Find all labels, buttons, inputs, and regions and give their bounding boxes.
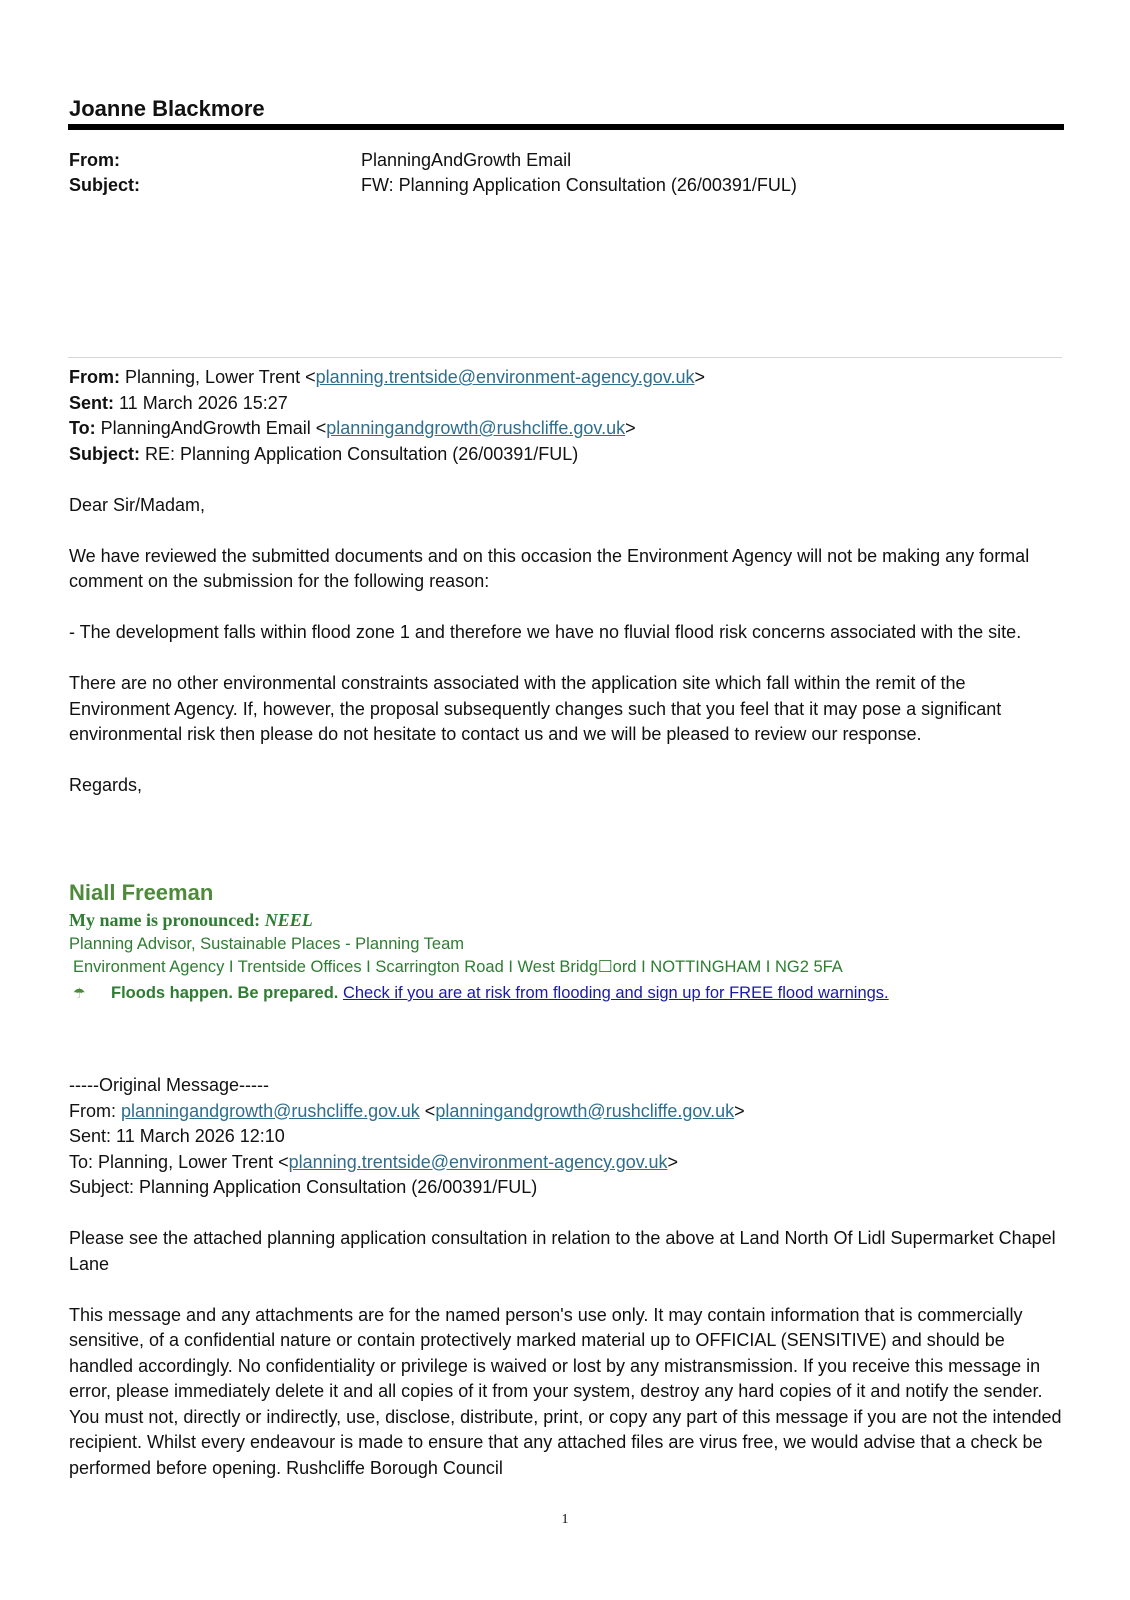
- original-divider: -----Original Message-----: [69, 1075, 270, 1095]
- signature-flood-line: [73, 984, 889, 1003]
- closing: Regards,: [69, 775, 143, 795]
- reply-headers: [69, 365, 1067, 799]
- header-from-value: PlanningAndGrowth Email: [361, 150, 572, 170]
- signature-address: Environment Agency I Trentside Offices I Scarrington Road I West Bridg☐ord I NOTTINGHAM I NG2 5FA: [73, 958, 843, 976]
- original-from-label: From:: [69, 1100, 121, 1121]
- original-to-email-link[interactable]: planning.trentside@environment-agency.gov.uk: [288, 1151, 668, 1172]
- original-to-label: To: Planning, Lower Trent <: [69, 1151, 289, 1172]
- body-paragraph-3: There are no other environmental constraints associated with the application site which fall within the remit of the Environment Agency. If, however, the proposal subsequently changes such that you feel that it may pose a significant environmental risk then please do not hesitate to contact us and we will be pleased to review our response.: [69, 673, 1002, 744]
- signature-pronounced-value: NEEL: [264, 910, 313, 930]
- signature-pronunciation: [69, 910, 313, 931]
- header-subject-label: Subject:: [69, 175, 141, 195]
- original-from-email-link-2[interactable]: planningandgrowth@rushcliffe.gov.uk: [435, 1100, 735, 1121]
- signature-name: Niall Freeman: [69, 880, 214, 905]
- reply-to-name: PlanningAndGrowth Email <: [95, 418, 327, 438]
- signature-pronounced-label: My name is pronounced:: [69, 910, 265, 930]
- original-disclaimer: This message and any attachments are for the named person's use only. It may contain information that is commercially sensitive, of a confidential nature or contain protectively marked material up to OFFICIAL (SENSITIVE) and should be handled accordingly. No confidentiality or privilege is waived or lost by any mistransmission. If you receive this message in error, please immediately delete it and all copies of it from your system, destroy any hard copies of it and notify the sender. You must not, directly or indirectly, use, disclose, distribute, print, or copy any part of this message if you are not the intended recipient. Whilst every endeavour is made to ensure that any attached files are virus free, we would advise that a check be performed before opening. Rushcliffe Borough Council: [69, 1304, 1062, 1478]
- original-to-line: [69, 1150, 1067, 1176]
- reply-to-close: >: [625, 418, 636, 438]
- original-message: [69, 1073, 1067, 1481]
- reply-from-line: [69, 365, 1067, 391]
- reply-to-label: To:: [69, 418, 96, 438]
- reply-from-name: Planning, Lower Trent <: [120, 367, 316, 387]
- page-number: 1: [561, 1512, 569, 1527]
- reply-sent-label: Sent:: [69, 392, 114, 413]
- umbrella-icon: ☂: [73, 985, 86, 1002]
- reply-subject-label: Subject:: [69, 443, 141, 464]
- original-from-line: [69, 1099, 1067, 1125]
- reply-subject-value: RE: Planning Application Consultation (26/00391/FUL): [140, 443, 579, 464]
- original-subject-line: Subject: Planning Application Consultation (26/00391/FUL): [69, 1177, 538, 1197]
- original-paragraph-1: Please see the attached planning application consultation in relation to the above at Land North Of Lidl Supermarket Chapel Lane: [69, 1228, 1056, 1274]
- message-divider: [68, 357, 1062, 358]
- greeting: Dear Sir/Madam,: [69, 494, 206, 515]
- original-from-email-link[interactable]: planningandgrowth@rushcliffe.gov.uk: [121, 1100, 420, 1121]
- reply-subject-line: [69, 442, 1067, 468]
- reply-from-close: >: [694, 367, 705, 387]
- body-paragraph-1: We have reviewed the submitted documents and on this occasion the Environment Agency will not be making any formal comment on the submission for the following reason:: [69, 545, 1030, 591]
- header-subject-value: FW: Planning Application Consultation (26/00391/FUL): [361, 175, 797, 195]
- reply-from-email-link[interactable]: planning.trentside@environment-agency.gov.uk: [315, 367, 695, 387]
- original-sent-line: Sent: 11 March 2026 12:10: [69, 1126, 285, 1146]
- original-from-close: >: [734, 1100, 745, 1121]
- reply-from-label: From:: [69, 367, 120, 387]
- signature-role: Planning Advisor, Sustainable Places - Planning Team: [69, 935, 465, 953]
- original-from-mid: <: [419, 1100, 436, 1121]
- original-to-close: >: [667, 1151, 678, 1172]
- reply-to-email-link[interactable]: planningandgrowth@rushcliffe.gov.uk: [326, 418, 626, 438]
- header-from-label: From:: [69, 150, 120, 170]
- reply-sent-line: [69, 391, 1067, 417]
- reply-to-line: [69, 416, 1067, 442]
- body-paragraph-2: - The development falls within flood zone 1 and therefore we have no fluvial flood risk concerns associated with the site.: [69, 622, 1022, 642]
- reply-sent-value: 11 March 2026 15:27: [114, 392, 288, 413]
- flood-warning-strong: Floods happen. Be prepared.: [111, 984, 339, 1002]
- flood-warning-link[interactable]: Check if you are at risk from flooding and sign up for FREE flood warnings.: [342, 984, 889, 1002]
- document-title: Joanne Blackmore: [69, 96, 265, 121]
- title-rule: [68, 124, 1064, 130]
